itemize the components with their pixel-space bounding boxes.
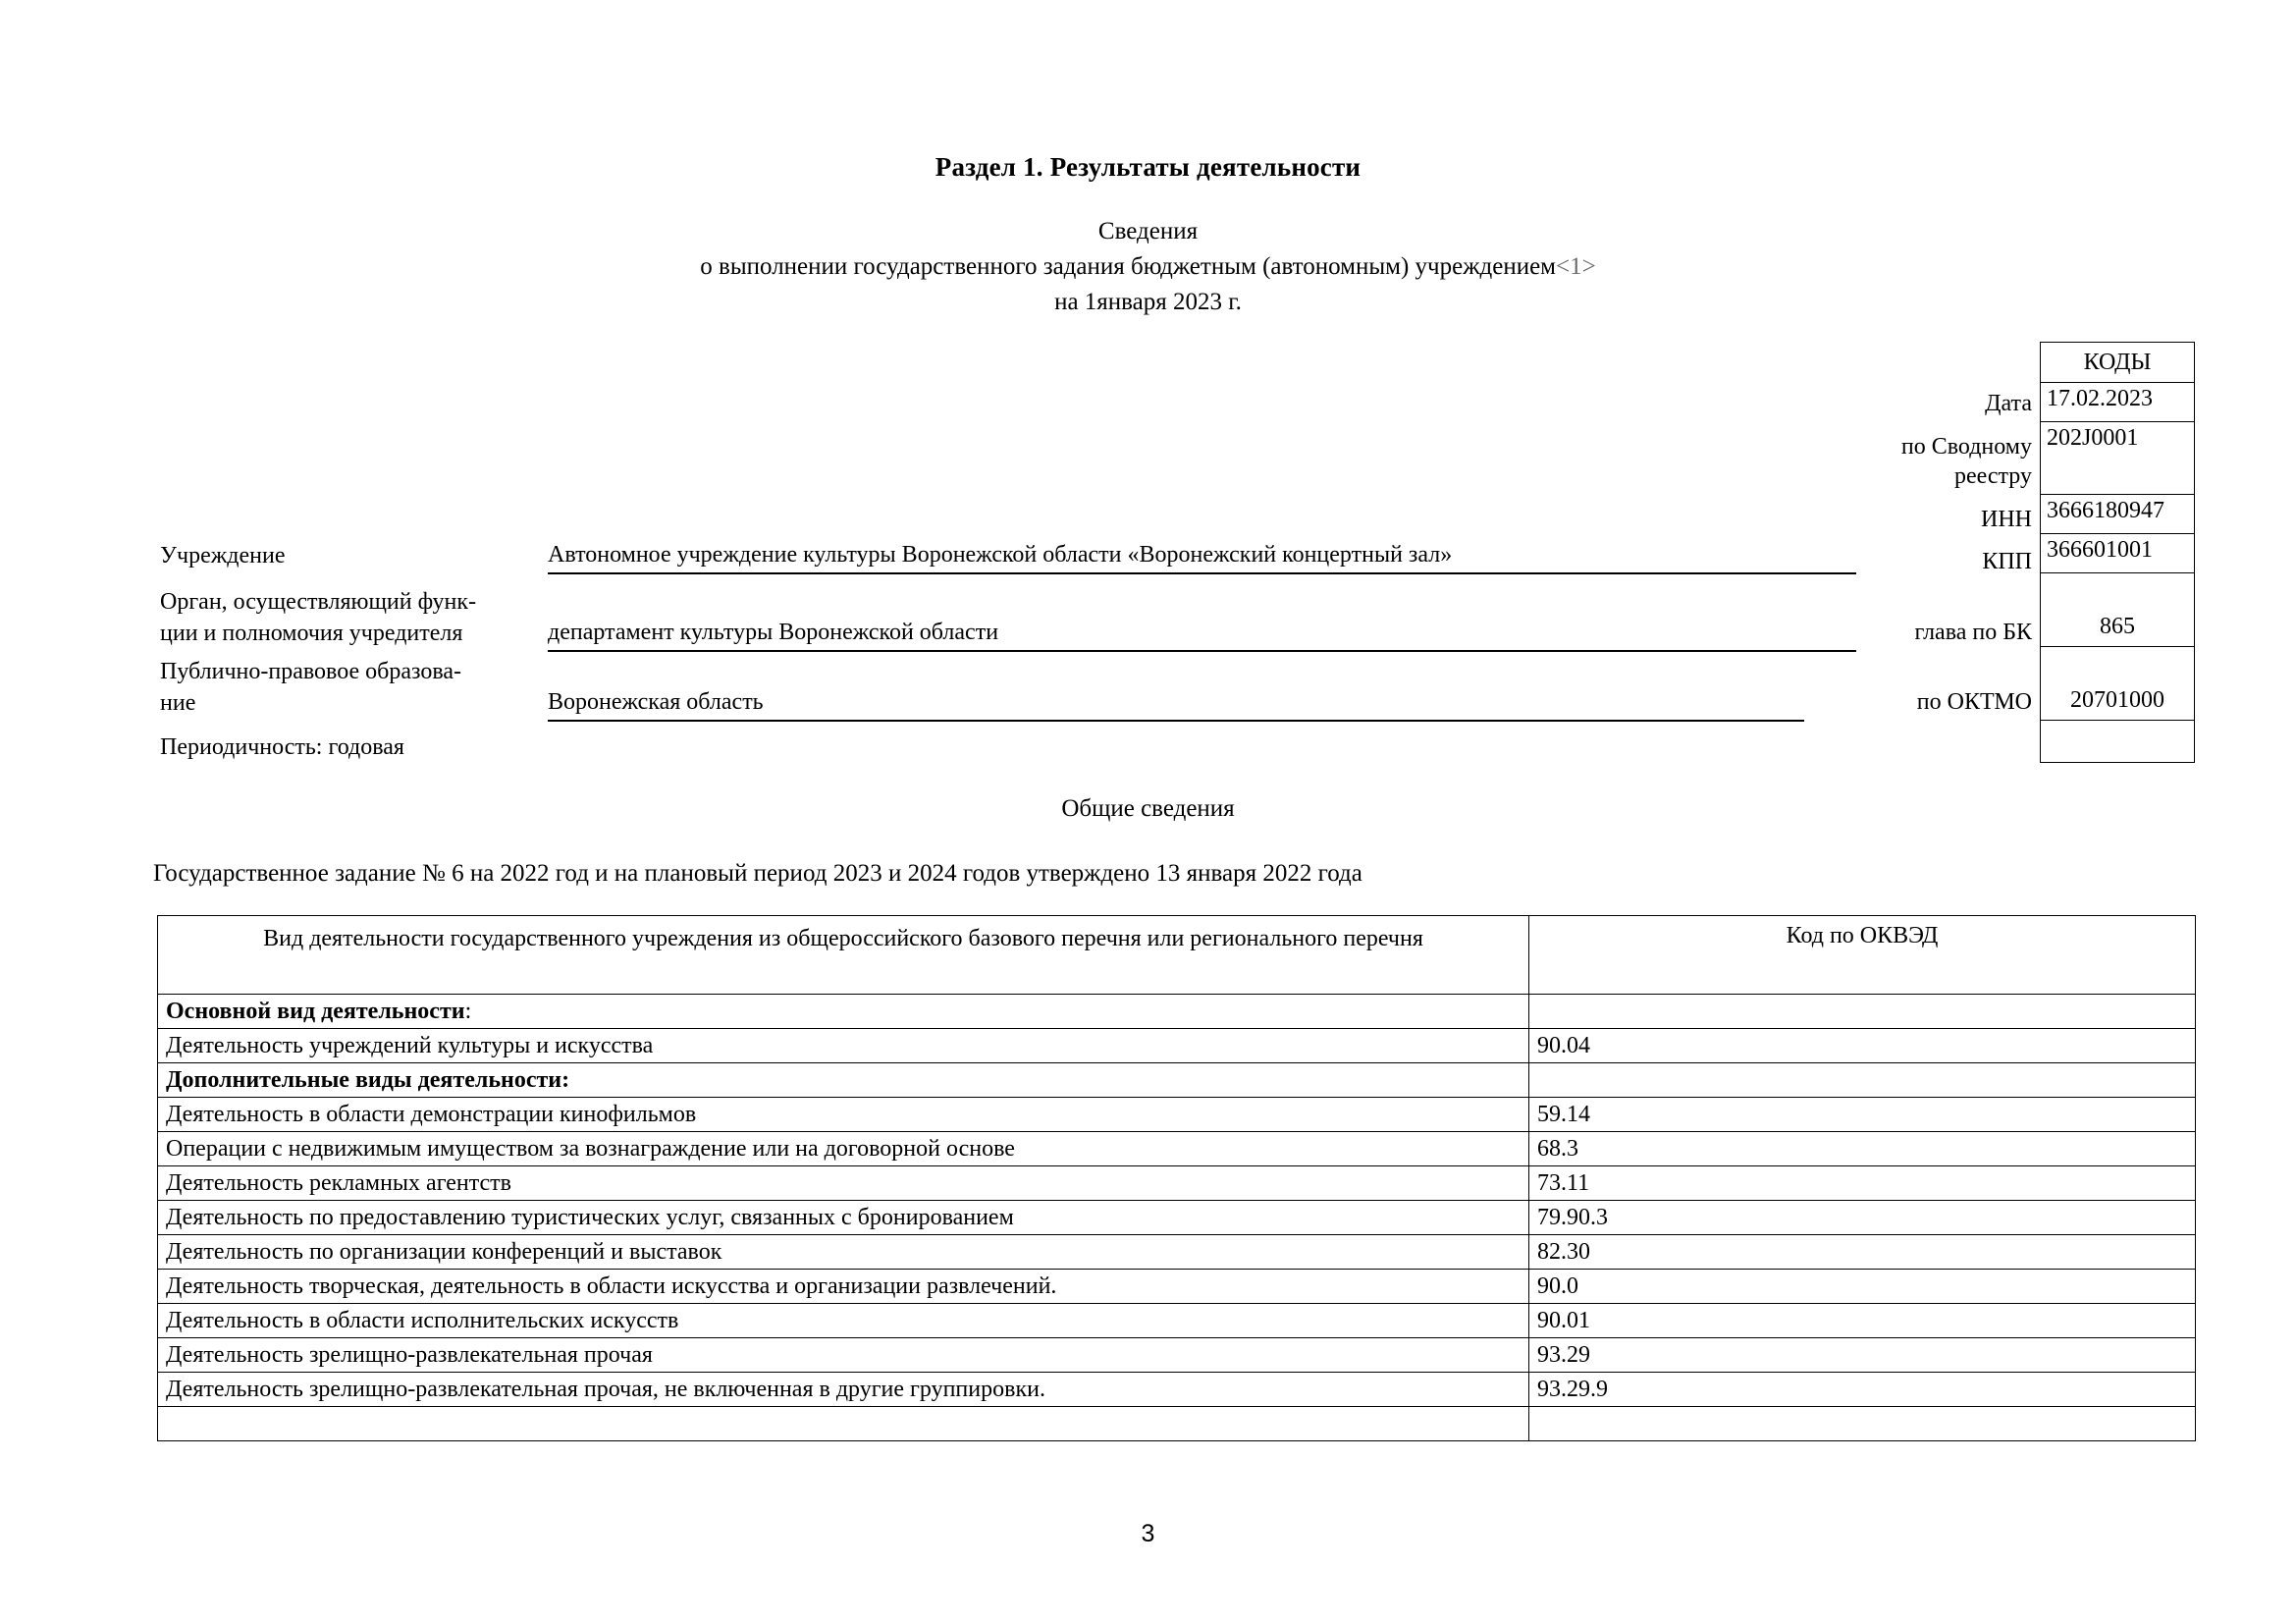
activity-name-cell: Деятельность зрелищно-развлекательная прочая [158, 1338, 1529, 1373]
table-row [158, 1098, 2196, 1132]
subtitle-line-2 [0, 249, 2296, 285]
institution-label: Учреждение [160, 543, 286, 568]
codes-row-inn [2041, 495, 2195, 534]
codes-row-empty [2041, 721, 2195, 763]
codes-value-inn: 3666180947 [2041, 495, 2195, 534]
activity-section-label: Основной вид деятельности [166, 999, 465, 1024]
table-row [158, 1201, 2196, 1235]
activity-code-cell: 82.30 [1529, 1235, 2196, 1270]
activity-name-cell: Деятельность учреждений культуры и искусства [158, 1029, 1529, 1063]
activity-name-cell: Деятельность в области демонстрации кинофильмов [158, 1098, 1529, 1132]
activity-name-cell: Деятельность рекламных агентств [158, 1166, 1529, 1201]
activity-name-cell [158, 1063, 1529, 1098]
table-row [158, 1304, 2196, 1338]
activity-code-cell: 79.90.3 [1529, 1201, 2196, 1235]
page-number: 3 [1141, 1520, 1155, 1547]
codes-row-header [2041, 343, 2195, 383]
activity-code-cell [1529, 1063, 2196, 1098]
public-entity-label-line2: ние [160, 690, 196, 716]
codes-caption-consolidated-register-line2: реестру [1953, 463, 2032, 489]
subtitle-line-3: на 1января 2023 г. [1054, 289, 1242, 315]
table-row [158, 1132, 2196, 1166]
activities-header-name: Вид деятельности государственного учреждения из общероссийского базового перечня или регионального перечня [158, 916, 1529, 995]
activity-section-label: Дополнительные виды деятельности: [166, 1067, 570, 1093]
codes-table [2040, 342, 2195, 763]
general-info-heading: Общие сведения [1061, 795, 1235, 822]
activity-code-cell: 59.14 [1529, 1098, 2196, 1132]
state-task-line: Государственное задание № 6 на 2022 год и на плановый период 2023 и 2024 годов утверждено 13 января 2022 года [153, 860, 1362, 887]
document-subtitle [0, 214, 2296, 320]
founder-value: департамент культуры Воронежской области [548, 618, 1856, 652]
founder-label [160, 586, 533, 649]
codes-value-empty [2041, 721, 2195, 763]
codes-value-consolidated-register: 202J0001 [2041, 422, 2195, 495]
table-row [158, 1235, 2196, 1270]
table-row [158, 995, 2196, 1029]
public-entity-value: Воронежская область [548, 687, 1804, 722]
activity-code-cell [1529, 1407, 2196, 1441]
codes-value-oktmo: 20701000 [2041, 647, 2195, 721]
activities-table [157, 915, 2196, 1441]
activity-name-cell: Деятельность по предоставлению туристических услуг, связанных с бронированием [158, 1201, 1529, 1235]
activity-name-cell: Операции с недвижимым имуществом за вознаграждение или на договорной основе [158, 1132, 1529, 1166]
codes-row-oktmo [2041, 647, 2195, 721]
activity-section-tail: : [464, 999, 472, 1024]
activity-name-cell [158, 1407, 1529, 1441]
activity-code-cell: 93.29.9 [1529, 1373, 2196, 1407]
codes-caption-consolidated-register [1620, 432, 2032, 491]
codes-caption-bk-chapter: глава по БК [1914, 620, 2032, 645]
activity-name-cell: Деятельность творческая, деятельность в области искусства и организации развлечений. [158, 1270, 1529, 1304]
codes-row-date [2041, 383, 2195, 422]
codes-caption-consolidated-register-line1: по Сводному [1900, 434, 2032, 460]
founder-label-line2: ции и полномочия учредителя [160, 621, 463, 646]
table-row [158, 1373, 2196, 1407]
codes-value-bk-chapter: 865 [2041, 573, 2195, 647]
activity-code-cell: 90.01 [1529, 1304, 2196, 1338]
periodicity-label: Периодичность: годовая [160, 734, 404, 760]
table-row [158, 1270, 2196, 1304]
activity-code-cell: 73.11 [1529, 1166, 2196, 1201]
activity-name-cell: Деятельность в области исполнительских искусств [158, 1304, 1529, 1338]
codes-caption-inn: ИНН [1981, 507, 2032, 532]
subtitle-line-1: Сведения [1097, 218, 1199, 244]
activity-code-cell: 93.29 [1529, 1338, 2196, 1373]
activities-header-code: Код по ОКВЭД [1529, 916, 2196, 995]
activities-table-header-row [158, 916, 2196, 995]
codes-table-header: КОДЫ [2041, 343, 2195, 383]
table-row [158, 1338, 2196, 1373]
activity-code-cell: 68.3 [1529, 1132, 2196, 1166]
codes-caption-date: Дата [1985, 391, 2032, 416]
public-entity-label [160, 656, 533, 719]
table-row [158, 1063, 2196, 1098]
activity-name-cell: Деятельность по организации конференций и выставок [158, 1235, 1529, 1270]
institution-value: Автономное учреждение культуры Воронежской области «Воронежский концертный зал» [548, 540, 1856, 574]
footnote-reference: <1> [1556, 253, 1596, 280]
page-title: Раздел 1. Результаты деятельности [934, 152, 1362, 182]
activity-code-cell [1529, 995, 2196, 1029]
codes-value-kpp: 366601001 [2041, 534, 2195, 573]
codes-value-date: 17.02.2023 [2041, 383, 2195, 422]
codes-caption-oktmo: по ОКТМО [1916, 689, 2032, 715]
activity-code-cell: 90.0 [1529, 1270, 2196, 1304]
codes-row-bk-chapter [2041, 573, 2195, 647]
table-row [158, 1029, 2196, 1063]
table-row [158, 1407, 2196, 1441]
activity-code-cell: 90.04 [1529, 1029, 2196, 1063]
codes-row-consolidated-register [2041, 422, 2195, 495]
table-row [158, 1166, 2196, 1201]
subtitle-line-2-text: о выполнении государственного задания бюджетным (автономным) учреждением [700, 253, 1556, 280]
founder-label-line1: Орган, осуществляющий функ- [160, 589, 477, 615]
codes-row-kpp [2041, 534, 2195, 573]
activity-name-cell [158, 995, 1529, 1029]
codes-caption-kpp: КПП [1982, 549, 2032, 574]
public-entity-label-line1: Публично-правовое образова- [160, 659, 461, 684]
activity-name-cell: Деятельность зрелищно-развлекательная прочая, не включенная в другие группировки. [158, 1373, 1529, 1407]
